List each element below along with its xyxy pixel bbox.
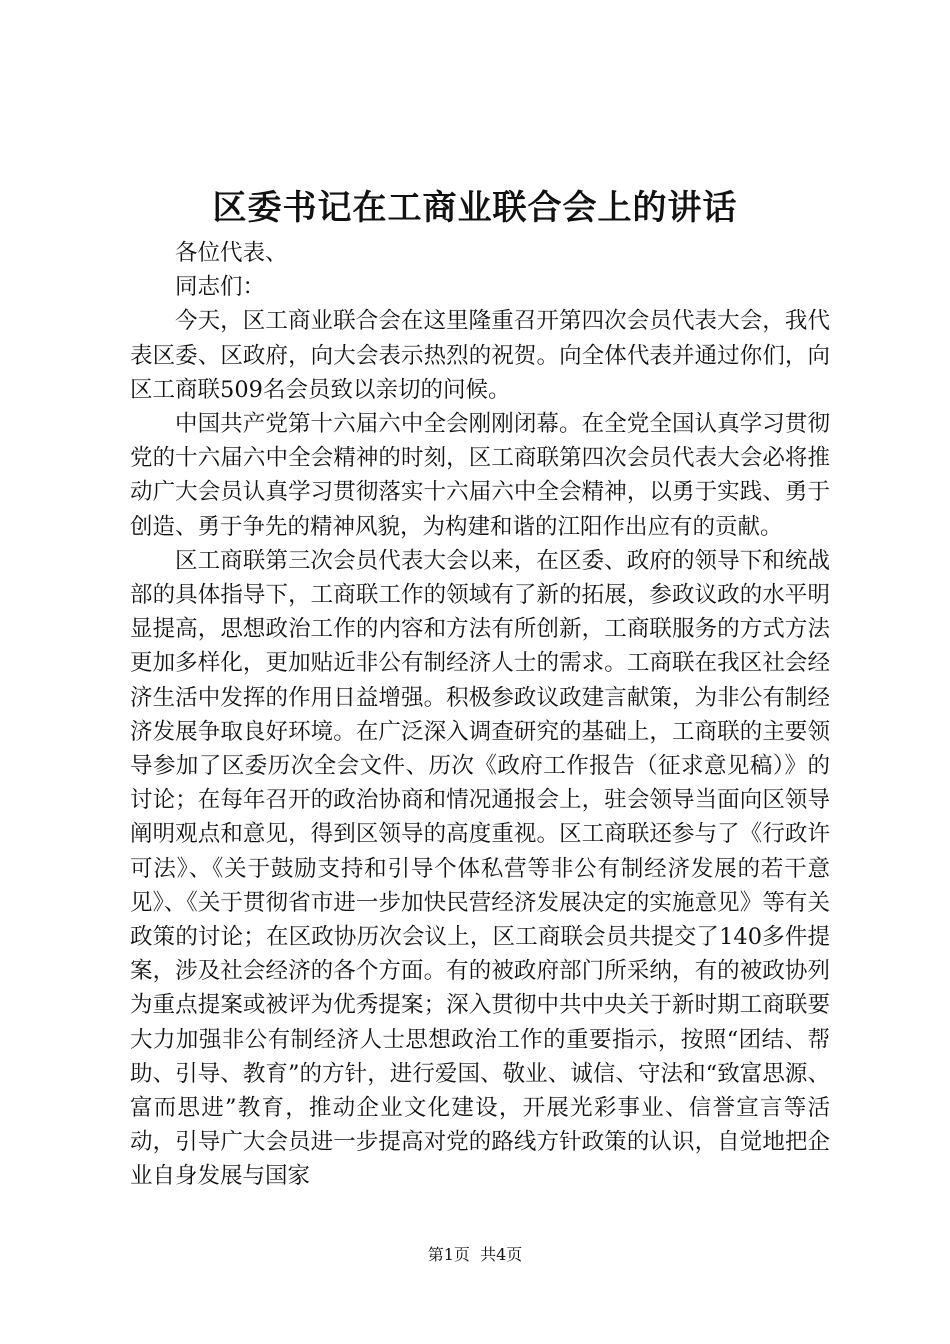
page-total: 共4页 — [480, 1245, 523, 1264]
body-paragraph: 中国共产党第十六届六中全会刚刚闭幕。在全党全国认真学习贯彻党的十六届六中全会精神的时刻，区工商联第四次会员代表大会必将推动广大会员认真学习贯彻落实十六届六中全会精神，以勇于实践、勇于创造、勇于争先的精神风貌，为构建和谐的江阳作出应有的贡献。 — [130, 411, 830, 540]
page-footer — [0, 1244, 950, 1266]
document-body — [130, 236, 830, 1194]
salutation-line: 各位代表、 — [175, 240, 288, 266]
body-paragraph: 今天，区工商业联合会在这里隆重召开第四次会员代表大会，我代表区委、区政府，向大会表示热烈的祝贺。向全体代表并通过你们，向区工商联509名会员致以亲切的问候。 — [130, 308, 830, 403]
body-paragraph: 区工商联第三次会员代表大会以来，在区委、政府的领导下和统战部的具体指导下，工商联工作的领域有了新的拓展，参政议政的水平明显提高，思想政治工作的内容和方法有所创新，工商联服务的方式方法更加多样化，更加贴近非公有制经济人士的需求。工商联在我区社会经济生活中发挥的作用日益增强。积极参政议政建言献策，为非公有制经济发展争取良好环境。在广泛深入调查研究的基础上，工商联的主要领导参加了区委历次全会文件、历次《政府工作报告（征求意见稿）》的讨论；在每年召开的政治协商和情况通报会上，驻会领导当面向区领导阐明观点和意见，得到区领导的高度重视。区工商联还参与了《行政许可法》、《关于鼓励支持和引导个体私营等非公有制经济发展的若干意见》、《关于贯彻省市进一步加快民营经济发展决定的实施意见》等有关政策的讨论；在区政协历次会议上，区工商联会员共提交了140多件提案，涉及社会经济的各个方面。有的被政府部门所采纳，有的被政协列为重点提案或被评为优秀提案；深入贯彻中共中央关于新时期工商联要大力加强非公有制经济人士思想政治工作的重要指示，按照“团结、帮助、引导、教育”的方针，进行爱国、敬业、诚信、守法和“致富思源、富而思进”教育，推动企业文化建设，开展光彩事业、信誉宣言等活动，引导广大会员进一步提高对党的路线方针政策的认识，自觉地把企业自身发展与国家 — [130, 547, 830, 1190]
document-title: 区委书记在工商业联合会上的讲话 — [212, 188, 738, 228]
salutation-line: 同志们： — [175, 274, 266, 301]
page-number: 第1页 — [427, 1245, 470, 1264]
footer-separator — [470, 1245, 480, 1264]
